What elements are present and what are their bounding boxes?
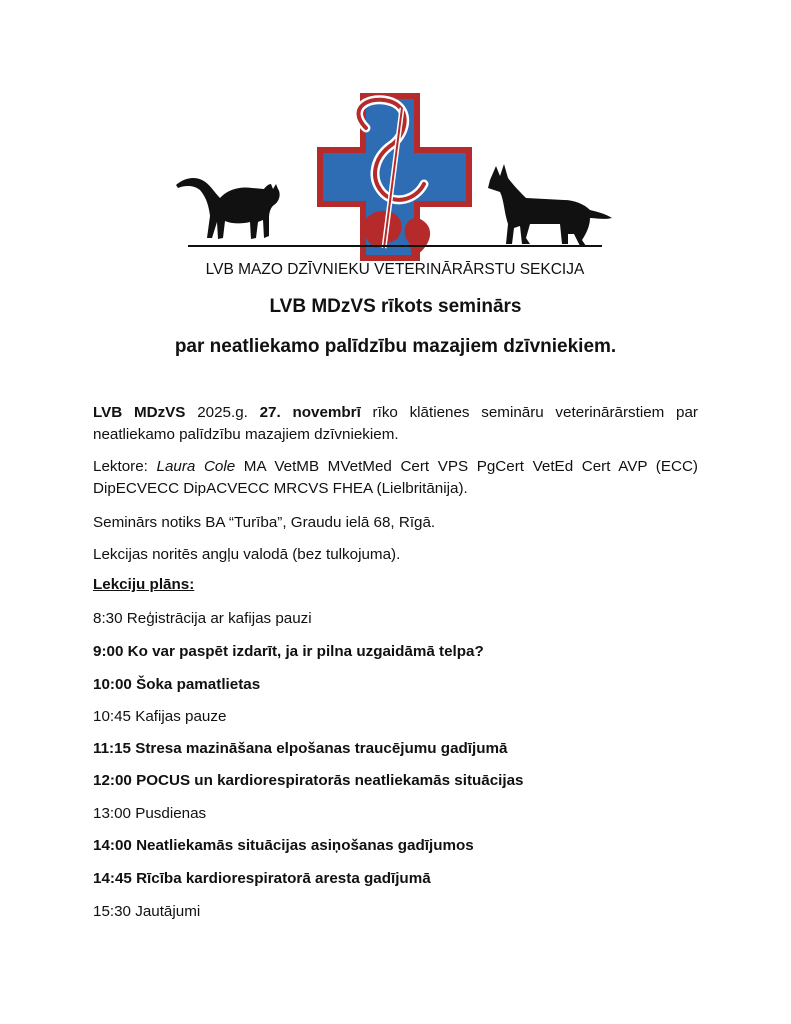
schedule-item: 10:00 Šoka pamatlietas <box>93 676 261 693</box>
schedule-item: 8:30 Reģistrācija ar kafijas pauzi <box>93 610 312 627</box>
cat-silhouette-icon <box>176 178 280 239</box>
section-logo <box>170 88 620 283</box>
schedule-item: 12:00 POCUS un kardiorespiratorās neatliekamās situācijas <box>93 772 524 789</box>
logo-graphic <box>170 88 620 283</box>
schedule-item: 13:00 Pusdienas <box>93 805 207 822</box>
page-title-line-2: par neatliekamo palīdzību mazajiem dzīvniekiem. <box>174 336 617 357</box>
dog-silhouette-icon <box>488 164 612 246</box>
page-title-line-1: LVB MDzVS rīkots seminārs <box>269 296 522 317</box>
medical-cross-icon <box>320 96 469 258</box>
intro-org: LVB MDzVS <box>93 404 186 421</box>
schedule-item: 14:00 Neatliekamās situācijas asiņošanas gadījumos <box>93 837 474 854</box>
intro-year: 2025.g. <box>197 404 248 421</box>
schedule-item: 15:30 Jautājumi <box>93 903 201 920</box>
lecturer-paragraph <box>93 456 698 500</box>
lecturer-credentials: MA VetMB MVetMed Cert VPS PgCert VetEd Cert AVP (ECC) DipECVECC DipACVECC MRCVS FHEA (Lielbritānija). <box>93 458 698 497</box>
intro-paragraph <box>93 402 698 446</box>
intro-date: 27. novembrī <box>259 404 361 421</box>
schedule-item: 9:00 Ko var paspēt izdarīt, ja ir pilna uzgaidāmā telpa? <box>93 643 484 660</box>
plan-heading: Lekciju plāns: <box>93 576 195 593</box>
intro-rest: rīko klātienes semināru veterinārārstiem par neatliekamo palīdzību mazajiem dzīvniekiem. <box>93 404 698 443</box>
schedule-item: 14:45 Rīcība kardiorespiratorā aresta gadījumā <box>93 870 431 887</box>
lecturer-label: Lektore: <box>93 458 148 475</box>
schedule-item: 11:15 Stresa mazināšana elpošanas traucējumu gadījumā <box>93 740 508 757</box>
logo-divider <box>188 245 602 247</box>
lecturer-name: Laura Cole <box>156 458 236 475</box>
venue-paragraph: Seminārs notiks BA “Turība”, Graudu ielā 68, Rīgā. <box>93 514 436 531</box>
language-paragraph: Lekcijas noritēs angļu valodā (bez tulkojuma). <box>93 546 401 563</box>
schedule-item: 10:45 Kafijas pauze <box>93 708 227 725</box>
logo-caption: LVB MAZO DZĪVNIEKU VETERINĀRĀRSTU SEKCIJA <box>205 261 585 278</box>
